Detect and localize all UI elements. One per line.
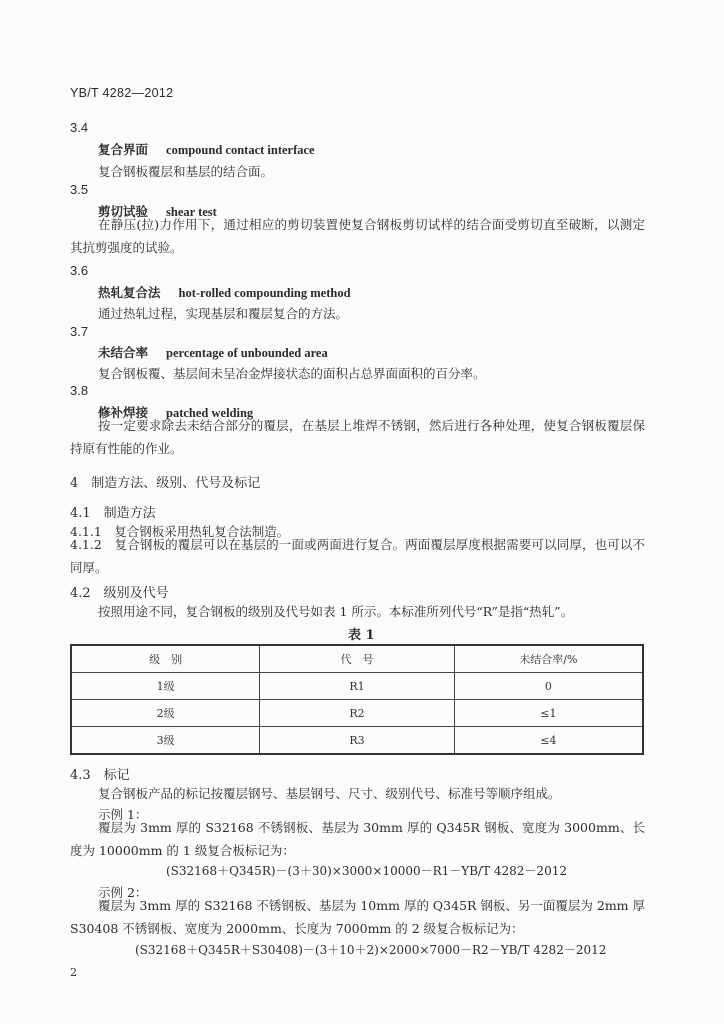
- clause-number: 3.5: [70, 182, 89, 197]
- page-number: 2: [70, 966, 77, 979]
- term-zh: 剪切试验: [98, 204, 149, 219]
- table-header-cell: 未结合率/%: [454, 645, 643, 673]
- clause-number: 3.4: [70, 120, 89, 135]
- table-cell: R2: [260, 700, 454, 727]
- term-en: shear test: [166, 205, 217, 219]
- term-definition: 按一定要求除去未结合部分的覆层，在基层上堆焊不锈钢，然后进行各种处理，使复合钢板覆层保持原有性能的作业。: [70, 418, 645, 456]
- table-header-row: [71, 645, 643, 673]
- subsection-title: 4.1 制造方法: [70, 506, 156, 521]
- term-definition: 通过热轧过程，实现基层和覆层复合的方法。: [98, 306, 349, 321]
- term-definition: 复合钢板覆、基层间未呈冶金焊接状态的面积占总界面面积的百分率。: [98, 366, 486, 381]
- clause-text: 4.1.1 复合钢板采用热轧复合法制造。: [70, 524, 290, 539]
- clause-number: 3.6: [70, 263, 89, 278]
- clause-text: 复合钢板产品的标记按覆层钢号、基层钢号、尺寸、级别代号、标准号等顺序组成。: [98, 786, 561, 801]
- table-caption: 表 1: [348, 628, 375, 643]
- clause-number: 3.8: [70, 383, 89, 398]
- table-cell: ≤1: [454, 700, 643, 727]
- term-en: percentage of unbounded area: [166, 346, 328, 360]
- subsection-title: 4.3 标记: [70, 768, 130, 783]
- table-row: [71, 700, 643, 727]
- term-heading: [98, 140, 315, 158]
- example-text: 覆层为 3mm 厚的 S32168 不锈钢板、基层为 10mm 厚的 Q345R 钢板、另一面覆层为 2mm 厚 S30408 不锈钢板、宽度为 2000mm、长度为 7000mm 的 2 级复合板标记为：: [70, 898, 646, 936]
- table-row: [71, 673, 643, 700]
- subsection-title: 4.2 级别及代号: [70, 586, 169, 601]
- marking-formula: (S32168＋Q345R)－(3＋30)×3000×10000－R1－YB/T 4282－2012: [166, 864, 567, 878]
- term-en: hot-rolled compounding method: [178, 286, 351, 300]
- example-text: 覆层为 3mm 厚的 S32168 不锈钢板、基层为 30mm 厚的 Q345R 钢板、宽度为 3000mm、长度为 10000mm 的 1 级复合板标记为：: [70, 820, 645, 858]
- example-label: 示例 2：: [98, 885, 148, 900]
- term-zh: 修补焊接: [98, 405, 149, 420]
- term-definition: 在静压(拉)力作用下，通过相应的剪切装置使复合钢板剪切试样的结合面受剪切直至破断，以测定其抗剪强度的试验。: [70, 217, 645, 255]
- term-definition: 复合钢板覆层和基层的结合面。: [98, 164, 274, 179]
- term-en: compound contact interface: [166, 143, 315, 157]
- table-header-cell: 代 号: [260, 645, 454, 673]
- section-title: 4 制造方法、级别、代号及标记: [70, 476, 261, 491]
- term-zh: 未结合率: [98, 345, 149, 360]
- term-heading: [98, 283, 351, 301]
- table-header-cell: 级 别: [71, 645, 260, 673]
- marking-formula: (S32168＋Q345R＋S30408)－(3＋10＋2)×2000×7000－R2－YB/T 4282－2012: [135, 943, 607, 957]
- table-row: [71, 727, 643, 755]
- term-heading: [98, 343, 328, 361]
- table-cell: 1级: [71, 673, 260, 700]
- table-cell: 0: [454, 673, 643, 700]
- table-cell: ≤4: [454, 727, 643, 755]
- table-cell: 2级: [71, 700, 260, 727]
- table-cell: R1: [260, 673, 454, 700]
- term-zh: 热轧复合法: [98, 285, 161, 300]
- clause-text: 4.1.2 复合钢板的覆层可以在基层的一面或两面进行复合。两面覆层厚度根据需要可以同厚，也可以不同厚。: [70, 537, 645, 575]
- clause-text: 按照用途不同，复合钢板的级别及代号如表 1 所示。本标准所列代号“R”是指“热轧”。: [98, 604, 574, 619]
- grade-table: [70, 644, 644, 755]
- document-header: YB/T 4282—2012: [70, 86, 174, 100]
- term-zh: 复合界面: [98, 142, 149, 157]
- example-label: 示例 1：: [98, 807, 148, 822]
- clause-number: 3.7: [70, 324, 89, 339]
- table-cell: R3: [260, 727, 454, 755]
- term-en: patched welding: [166, 406, 254, 420]
- table-cell: 3级: [71, 727, 260, 755]
